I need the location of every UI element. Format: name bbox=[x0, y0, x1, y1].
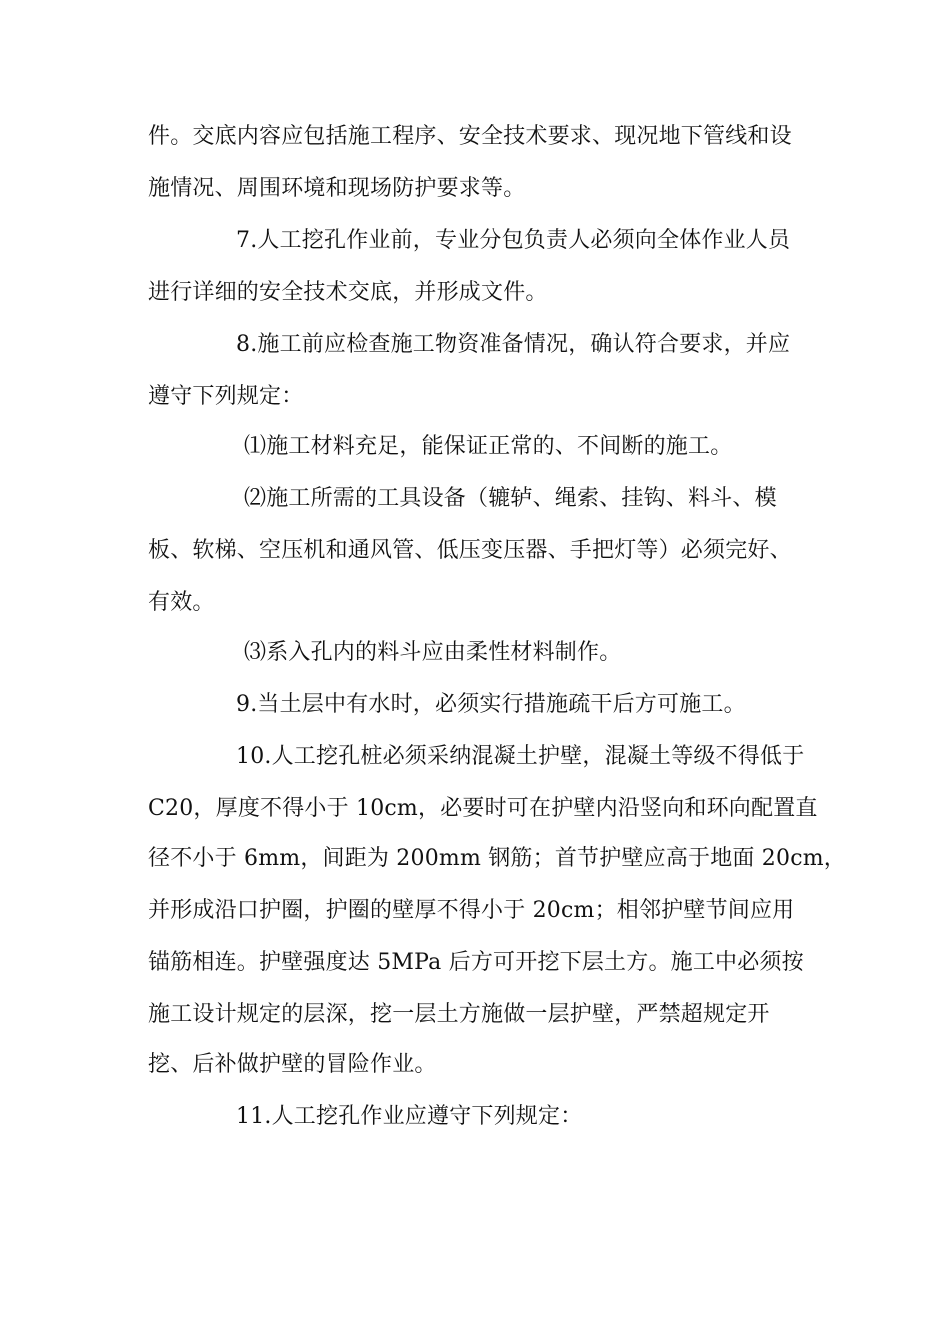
text-line: 进行详细的安全技术交底，并形成文件。 bbox=[148, 280, 548, 305]
text-line: 9.当土层中有水时，必须实行措施疏干后方可施工。 bbox=[236, 692, 746, 717]
text-line: 有效。 bbox=[148, 590, 215, 615]
text-line: 并形成沿口护圈，护圈的壁厚不得小于 20cm；相邻护壁节间应用 bbox=[148, 898, 795, 923]
text-line: 11.人工挖孔作业应遵守下列规定： bbox=[236, 1104, 583, 1129]
text-line: 施情况、周围环境和现场防护要求等。 bbox=[148, 176, 526, 201]
text-line: 板、软梯、空压机和通风管、低压变压器、手把灯等）必须完好、 bbox=[148, 538, 792, 563]
text-line: 施工设计规定的层深，挖一层土方施做一层护壁，严禁超规定开 bbox=[148, 1002, 770, 1027]
text-line: 锚筋相连。护壁强度达 5MPa 后方可开挖下层土方。施工中必须按 bbox=[148, 950, 804, 975]
text-line: ⑵施工所需的工具设备（辘轳、绳索、挂钩、料斗、模 bbox=[244, 486, 777, 511]
text-line: C20，厚度不得小于 10cm，必要时可在护壁内沿竖向和环向配置直 bbox=[148, 796, 818, 821]
text-line: 8.施工前应检查施工物资准备情况，确认符合要求，并应 bbox=[236, 332, 791, 357]
text-line: 件。交底内容应包括施工程序、安全技术要求、现况地下管线和设 bbox=[148, 124, 792, 149]
text-line: 7.人工挖孔作业前，专业分包负责人必须向全体作业人员 bbox=[236, 228, 791, 253]
text-line: 挖、后补做护壁的冒险作业。 bbox=[148, 1052, 437, 1077]
text-line: 径不小于 6mm，间距为 200mm 钢筋；首节护壁应高于地面 20cm， bbox=[148, 846, 846, 871]
text-line: 遵守下列规定： bbox=[148, 384, 304, 409]
text-line: ⑶系入孔内的料斗应由柔性材料制作。 bbox=[244, 640, 622, 665]
text-line: 10.人工挖孔桩必须采纳混凝土护壁，混凝土等级不得低于 bbox=[236, 744, 805, 769]
text-line: ⑴施工材料充足，能保证正常的、不间断的施工。 bbox=[244, 434, 733, 459]
